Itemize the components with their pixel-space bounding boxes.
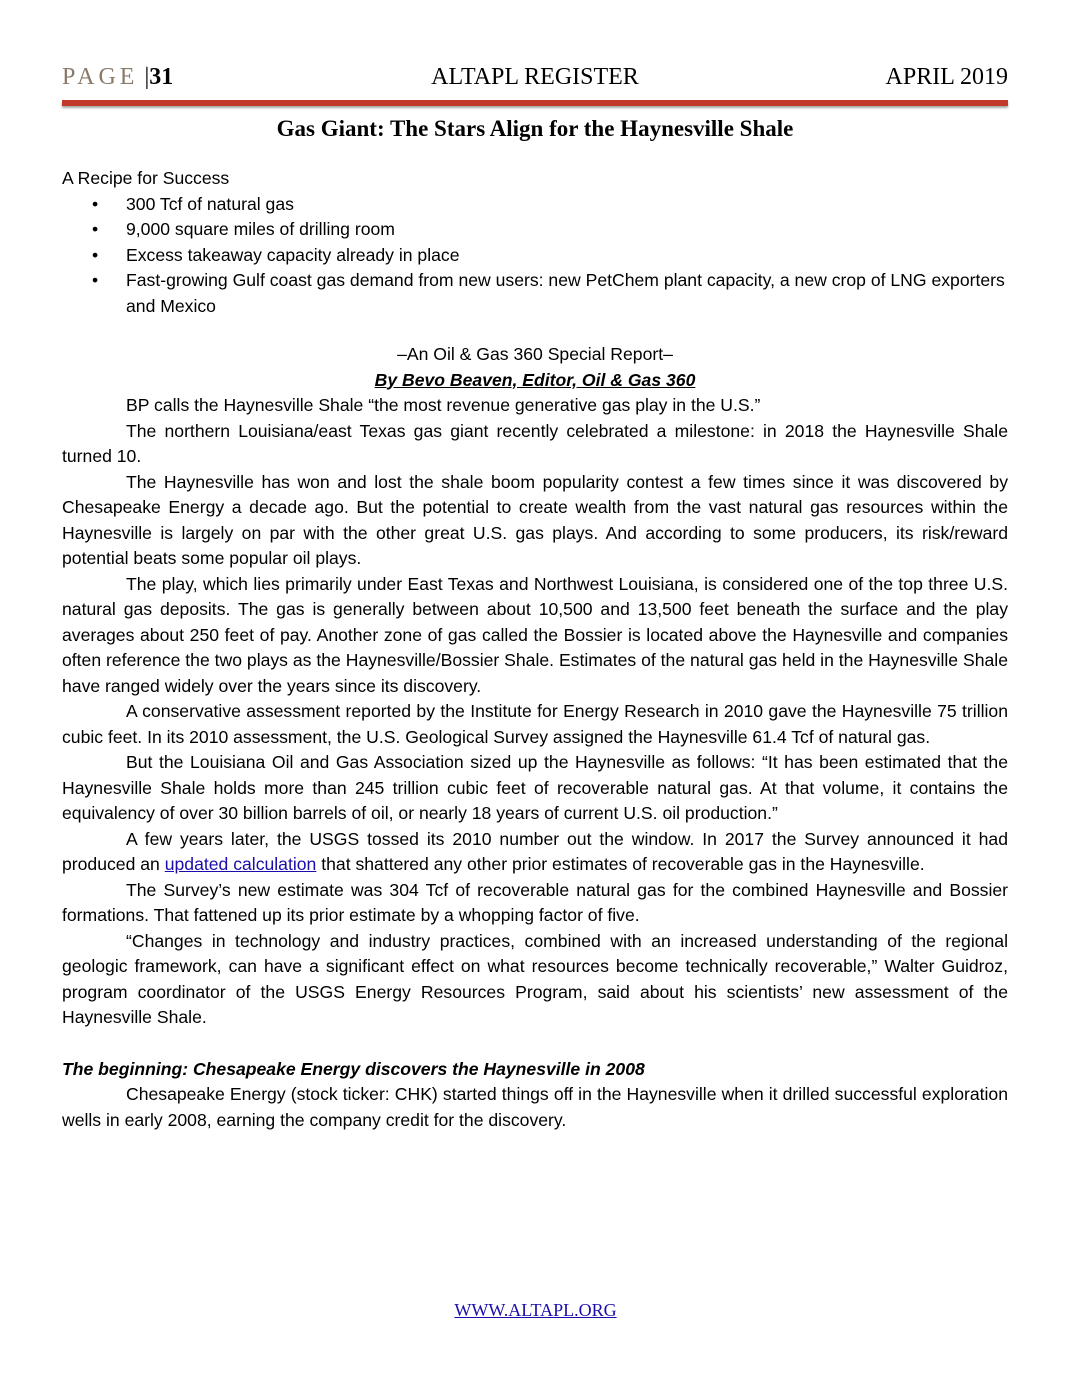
page-word: PAGE — [62, 64, 139, 90]
list-item: • 9,000 square miles of drilling room — [62, 217, 1008, 243]
updated-calculation-link[interactable]: updated calculation — [164, 854, 317, 874]
publication-name: ALTAPL REGISTER — [431, 64, 639, 90]
report-line: –An Oil & Gas 360 Special Report– — [397, 344, 673, 364]
article-title: Gas Giant: The Stars Align for the Haynesville Shale — [276, 116, 794, 141]
paragraph: Chesapeake Energy (stock ticker: CHK) started things off in the Haynesville when it drilled successful exploration wells in early 2008, earning the company credit for the discovery. — [62, 1084, 1008, 1130]
paragraph: The northern Louisiana/east Texas gas giant recently celebrated a milestone: in 2018 the Haynesville Shale turned 10. — [62, 420, 1008, 466]
list-item: • Fast-growing Gulf coast gas demand from new users: new PetChem plant capacity, a new crop of LNG exporters and Mexico — [62, 268, 1008, 319]
paragraph: The Haynesville has won and lost the shale boom popularity contest a few times since it was discovered by Chesapeake Energy a decade ago. But the potential to create wealth from the vast natural gas resources within the Haynesville is largely on par with the other great U.S. gas plays. And according to some producers, its risk/reward potential beats some popular oil plays. — [62, 471, 1008, 568]
article-body — [62, 166, 1008, 1133]
paragraph: The play, which lies primarily under East Texas and Northwest Louisiana, is considered one of the top three U.S. natural gas deposits. The gas is generally between about 10,500 and 13,500 feet beneath the surface and the play averages about 250 feet of pay. Another zone of gas called the Bossier is located above the Haynesville and companies often reference the two plays as the Haynesville/Bossier Shale. Estimates of the natural gas held in the Haynesville Shale have ranged widely over the years since its discovery. — [62, 573, 1008, 696]
list-item: • Excess takeaway capacity already in place — [62, 243, 1008, 269]
paragraph: But the Louisiana Oil and Gas Association sized up the Haynesville as follows: “It has been estimated that the Haynesville Shale holds more than 245 trillion cubic feet of recoverable natural gas. At that volume, it contains the equivalency of over 30 billion barrels of oil, or nearly 18 years of current U.S. oil production.” — [62, 752, 1008, 823]
recipe-list — [62, 192, 1008, 320]
byline-block — [62, 342, 1008, 393]
page-header — [62, 62, 1008, 96]
section-heading: The beginning: Chesapeake Energy discovers the Haynesville in 2008 — [62, 1058, 645, 1079]
header-rule — [62, 100, 1008, 106]
page-footer — [0, 1300, 1071, 1321]
recipe-heading: A Recipe for Success — [62, 168, 230, 188]
byline: By Bevo Beaven, Editor, Oil & Gas 360 — [374, 369, 696, 390]
page-separator: | — [144, 64, 150, 90]
paragraph: The Survey’s new estimate was 304 Tcf of recoverable natural gas for the combined Haynesville and Bossier formations. That fattened up its prior estimate by a whopping factor of five. — [62, 879, 1008, 925]
paragraph: A conservative assessment reported by the Institute for Energy Research in 2010 gave the Haynesville 75 trillion cubic feet. In its 2010 assessment, the U.S. Geological Survey assigned the Haynesville 61.4 Tcf of natural gas. — [62, 701, 1008, 747]
paragraph — [62, 827, 1008, 878]
issue-date: APRIL 2019 — [885, 64, 1008, 90]
paragraph-text: A few years later, the USGS tossed its 2010 number out the window. In 2017 the Survey announced it had produced an — [62, 828, 1008, 874]
website-link[interactable]: WWW.ALTAPL.ORG — [454, 1300, 617, 1320]
paragraph: BP calls the Haynesville Shale “the most revenue generative gas play in the U.S.” — [126, 395, 761, 415]
page-number: 31 — [149, 64, 174, 90]
list-item: • 300 Tcf of natural gas — [62, 192, 1008, 218]
paragraph: “Changes in technology and industry practices, combined with an increased understanding of the regional geologic framework, can have a significant effect on what resources become technically recoverable,” Walter Guidroz, program coordinator of the USGS Energy Resources Program, said about his scientists’ new assessment of the Haynesville Shale. — [62, 930, 1008, 1027]
paragraph-text: that shattered any other prior estimates of recoverable gas in the Haynesville. — [316, 854, 925, 874]
